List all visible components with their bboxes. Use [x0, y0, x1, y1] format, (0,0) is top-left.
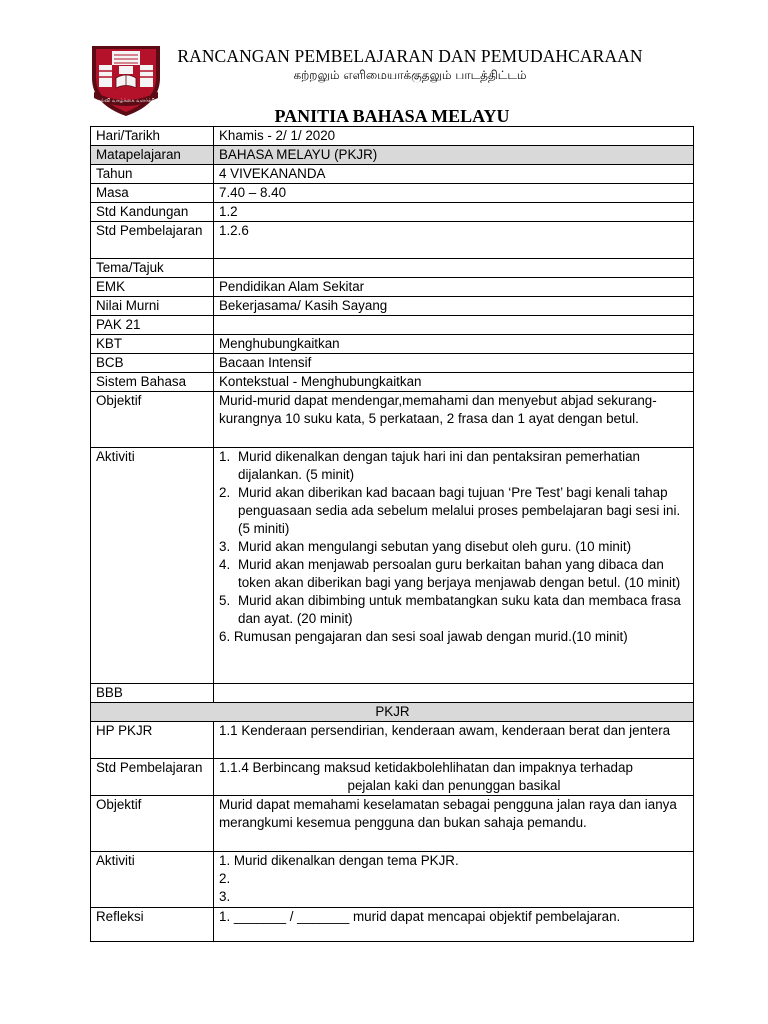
- document-subtitle-tamil: கற்றலும் எளிமையாக்குதலும் பாடத்திட்டம்: [293, 68, 527, 82]
- row-value: Kontekstual - Menghubungkaitkan: [214, 373, 694, 392]
- row-value: Menghubungkaitkan: [214, 335, 694, 354]
- row-label: Aktiviti: [91, 448, 214, 684]
- table-row: [91, 184, 694, 203]
- table-row: [91, 684, 694, 703]
- row-label: EMK: [91, 278, 214, 297]
- table-row: [91, 222, 694, 259]
- row-label: Masa: [91, 184, 214, 203]
- row-value: Pendidikan Alam Sekitar: [214, 278, 694, 297]
- row-label: Tahun: [91, 165, 214, 184]
- row-label: BCB: [91, 354, 214, 373]
- table-row: [91, 759, 694, 796]
- table-row: [91, 703, 694, 722]
- table-row: [91, 165, 694, 184]
- row-label: Matapelajaran: [91, 146, 214, 165]
- row-label: Objektif: [91, 796, 214, 852]
- row-label: Objektif: [91, 392, 214, 448]
- table-row: [91, 278, 694, 297]
- row-label: Std Pembelajaran: [91, 222, 214, 259]
- list-item: 3. Murid akan mengulangi sebutan yang disebut oleh guru. (10 minit): [219, 539, 632, 554]
- row-value: 1. _______ / _______ murid dapat mencapai objektif pembelajaran.: [214, 908, 694, 942]
- table-row: [91, 722, 694, 759]
- table-row: [91, 796, 694, 852]
- row-label: PAK 21: [91, 316, 214, 335]
- row-value: 4 VIVEKANANDA: [214, 165, 694, 184]
- row-value: 1.2: [214, 203, 694, 222]
- table-row: [91, 448, 694, 684]
- list-item: 4. Murid akan menjawab persoalan guru berkaitan bahan yang dibaca dan token akan diberikan bagi yang berjaya menjawab dengan betul. (10 minit): [219, 557, 681, 590]
- row-value: Bekerjasama/ Kasih Sayang: [214, 297, 694, 316]
- table-row: [91, 908, 694, 942]
- row-value: 1.1 Kenderaan persendirian, kenderaan awam, kenderaan berat dan jentera: [214, 722, 694, 759]
- row-label: BBB: [91, 684, 214, 703]
- row-value: 1.2.6: [214, 222, 694, 259]
- table-row: [91, 373, 694, 392]
- row-value: [214, 852, 694, 908]
- list-item: 5. Murid akan dibimbing untuk membatangkan suku kata dan membaca frasa dan ayat. (20 minit): [219, 593, 681, 626]
- table-row: [91, 146, 694, 165]
- table-row: [91, 392, 694, 448]
- row-label: KBT: [91, 335, 214, 354]
- list-item: 2. Murid akan diberikan kad bacaan bagi tujuan ‘Pre Test’ bagi kenali tahap penguasaan sedia ada sebelum melalui proses pembelajaran bagi sesi ini. (5 miniti): [219, 485, 681, 536]
- row-value: 1.1.4 Berbincang maksud ketidakbolehlihatan dan impaknya terhadap pejalan kaki dan penunggan basikal: [214, 759, 694, 796]
- panitia-heading: PANITIA BAHASA MELAYU: [274, 106, 510, 126]
- row-label: Std Pembelajaran: [91, 759, 214, 796]
- document-title: RANCANGAN PEMBELAJARAN DAN PEMUDAHCARAAN: [177, 46, 643, 66]
- row-label: Refleksi: [91, 908, 214, 942]
- row-value: [214, 684, 694, 703]
- svg-text:கல்வி வாழ்க்கை வளர்ச்சி: கல்வி வாழ்க்கை வளர்ச்சி: [97, 98, 155, 104]
- pkjr-section-heading: PKJR: [91, 703, 694, 722]
- row-label: Hari/Tarikh: [91, 127, 214, 146]
- activities-cell: [214, 448, 694, 684]
- list-item: 3.: [219, 889, 231, 904]
- row-label: HP PKJR: [91, 722, 214, 759]
- lesson-plan-table: [90, 126, 694, 942]
- row-label: Sistem Bahasa: [91, 373, 214, 392]
- table-row: [91, 852, 694, 908]
- table-row: [91, 203, 694, 222]
- row-value: BAHASA MELAYU (PKJR): [214, 146, 694, 165]
- row-value: Khamis - 2/ 1/ 2020: [214, 127, 694, 146]
- list-item: 6. Rumusan pengajaran dan sesi soal jawab dengan murid.(10 minit): [219, 629, 628, 644]
- list-item: 1. Murid dikenalkan dengan tajuk hari ini dan pentaksiran pemerhatian dijalankan. (5 minit): [219, 449, 640, 482]
- table-row: [91, 316, 694, 335]
- row-label: Std Kandungan: [91, 203, 214, 222]
- row-value: [214, 259, 694, 278]
- list-item: 2.: [219, 871, 231, 886]
- table-row: [91, 127, 694, 146]
- table-row: [91, 259, 694, 278]
- row-value: Murid dapat memahami keselamatan sebagai pengguna jalan raya dan ianya merangkumi kesemua pengguna dan bukan sahaja pemandu.: [214, 796, 694, 852]
- row-label: Nilai Murni: [91, 297, 214, 316]
- table-row: [91, 335, 694, 354]
- table-row: [91, 354, 694, 373]
- list-item: 1. Murid dikenalkan dengan tema PKJR.: [219, 853, 459, 868]
- row-label: Aktiviti: [91, 852, 214, 908]
- table-row: [91, 297, 694, 316]
- row-value: 7.40 – 8.40: [214, 184, 694, 203]
- row-value: Bacaan Intensif: [214, 354, 694, 373]
- row-label: Tema/Tajuk: [91, 259, 214, 278]
- row-value: [214, 316, 694, 335]
- row-value: Murid-murid dapat mendengar,memahami dan menyebut abjad sekurang-kurangnya 10 suku kata, 5 perkataan, 2 frasa dan 1 ayat dengan betul.: [214, 392, 694, 448]
- activities-list: [219, 448, 689, 628]
